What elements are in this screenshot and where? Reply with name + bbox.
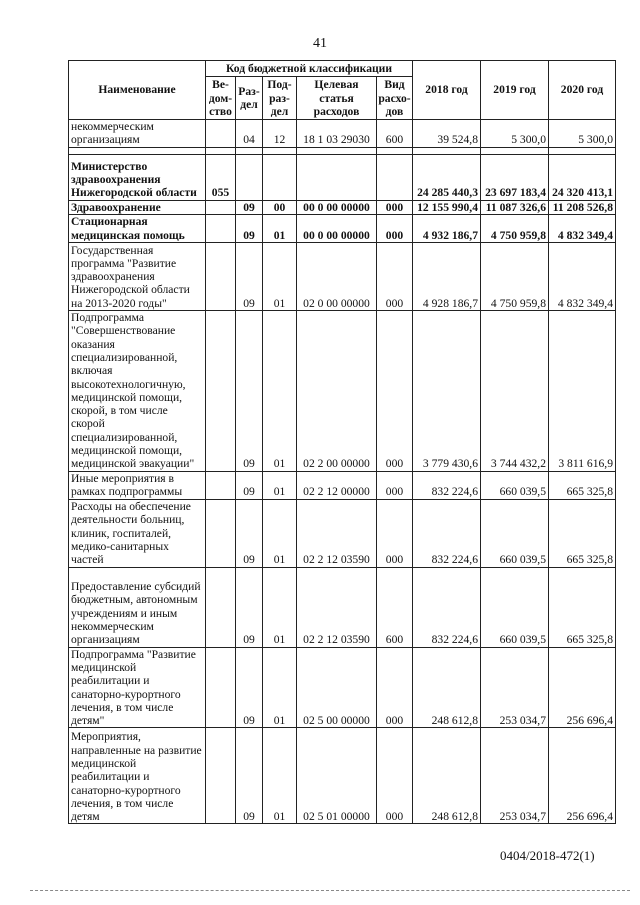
cell-podrazdel: 01 bbox=[263, 243, 297, 311]
cell-2019: 4 750 959,8 bbox=[481, 243, 549, 311]
spacer-cell bbox=[549, 147, 616, 154]
cell-expense-type: 000 bbox=[377, 728, 413, 824]
cell-podrazdel: 01 bbox=[263, 728, 297, 824]
budget-table bbox=[68, 60, 616, 824]
cell-razdel bbox=[236, 154, 263, 200]
cell-vedomstvo bbox=[206, 728, 236, 824]
cell-2020: 4 832 349,4 bbox=[549, 215, 616, 243]
header-row-top bbox=[69, 61, 616, 77]
table-row bbox=[69, 647, 616, 728]
cell-2018: 39 524,8 bbox=[413, 120, 481, 148]
cell-expense-type: 600 bbox=[377, 120, 413, 148]
cell-razdel: 09 bbox=[236, 215, 263, 243]
header-budget-classification: Код бюджетной классификации bbox=[206, 61, 413, 77]
cell-expense-type: 000 bbox=[377, 471, 413, 499]
spacer-cell bbox=[263, 147, 297, 154]
table-row bbox=[69, 120, 616, 148]
cell-podrazdel: 01 bbox=[263, 311, 297, 472]
cell-target-article: 02 2 12 03590 bbox=[297, 499, 377, 567]
header-2019: 2019 год bbox=[481, 61, 549, 120]
cell-razdel: 09 bbox=[236, 311, 263, 472]
cell-target-article: 02 2 12 00000 bbox=[297, 471, 377, 499]
table-row bbox=[69, 200, 616, 214]
cell-razdel: 09 bbox=[236, 728, 263, 824]
cell-podrazdel bbox=[263, 154, 297, 200]
cell-vedomstvo bbox=[206, 215, 236, 243]
cell-name: Иные мероприятия в рамках подпрограммы bbox=[69, 471, 206, 499]
cell-name: Расходы на обеспечение деятельности больниц, клиник, госпиталей, медико-санитарных частей bbox=[69, 499, 206, 567]
cell-2018: 3 779 430,6 bbox=[413, 311, 481, 472]
cell-name: Мероприятия, направленные на развитие медицинской реабилитации и санаторно-курортного лечения, в том числе детям bbox=[69, 728, 206, 824]
cell-expense-type: 000 bbox=[377, 200, 413, 214]
cell-target-article: 02 0 00 00000 bbox=[297, 243, 377, 311]
spacer-row bbox=[69, 147, 616, 154]
cell-2018: 248 612,8 bbox=[413, 647, 481, 728]
cell-razdel: 09 bbox=[236, 647, 263, 728]
header-2018: 2018 год bbox=[413, 61, 481, 120]
cell-target-article: 00 0 00 00000 bbox=[297, 215, 377, 243]
cell-name: Подпрограмма "Совершенствование оказания специализированной, включая высокотехнологичную, медицинской помощи, скорой, в том числе скорой специализированной, медицинской помощи, медицинской эвакуации" bbox=[69, 311, 206, 472]
cell-2018: 4 928 186,7 bbox=[413, 243, 481, 311]
spacer-cell bbox=[481, 147, 549, 154]
cell-expense-type: 000 bbox=[377, 215, 413, 243]
cell-2018: 832 224,6 bbox=[413, 471, 481, 499]
cell-2020: 665 325,8 bbox=[549, 567, 616, 647]
cell-vedomstvo bbox=[206, 311, 236, 472]
cell-razdel: 09 bbox=[236, 567, 263, 647]
cell-2018: 24 285 440,3 bbox=[413, 154, 481, 200]
table-row bbox=[69, 243, 616, 311]
cell-expense-type: 000 bbox=[377, 243, 413, 311]
table-row bbox=[69, 728, 616, 824]
cell-target-article: 02 5 01 00000 bbox=[297, 728, 377, 824]
table-row bbox=[69, 154, 616, 200]
cell-expense-type bbox=[377, 154, 413, 200]
header-target-article: Целевая статья расходов bbox=[297, 77, 377, 120]
cell-2019: 11 087 326,6 bbox=[481, 200, 549, 214]
spacer-cell bbox=[413, 147, 481, 154]
cell-2018: 12 155 990,4 bbox=[413, 200, 481, 214]
cell-expense-type: 000 bbox=[377, 311, 413, 472]
cell-podrazdel: 01 bbox=[263, 471, 297, 499]
cell-target-article: 02 2 12 03590 bbox=[297, 567, 377, 647]
cell-2019: 253 034,7 bbox=[481, 647, 549, 728]
cell-podrazdel: 12 bbox=[263, 120, 297, 148]
cell-name: Стационарная медицинская помощь bbox=[69, 215, 206, 243]
bottom-divider bbox=[30, 890, 630, 891]
cell-name: некоммерческим организациям bbox=[69, 120, 206, 148]
table-row bbox=[69, 215, 616, 243]
spacer-cell bbox=[297, 147, 377, 154]
cell-target-article bbox=[297, 154, 377, 200]
cell-podrazdel: 01 bbox=[263, 215, 297, 243]
cell-vedomstvo: 055 bbox=[206, 154, 236, 200]
cell-2019: 23 697 183,4 bbox=[481, 154, 549, 200]
header-expense-type: Вид расхо-дов bbox=[378, 78, 411, 118]
cell-2020: 3 811 616,9 bbox=[549, 311, 616, 472]
cell-target-article: 00 0 00 00000 bbox=[297, 200, 377, 214]
cell-expense-type: 000 bbox=[377, 647, 413, 728]
spacer-cell bbox=[206, 147, 236, 154]
table-row bbox=[69, 471, 616, 499]
cell-vedomstvo bbox=[206, 471, 236, 499]
cell-2019: 3 744 432,2 bbox=[481, 311, 549, 472]
cell-name: Государственная программа "Развитие здравоохранения Нижегородской области на 2013-2020 годы" bbox=[69, 243, 206, 311]
cell-2019: 660 039,5 bbox=[481, 471, 549, 499]
cell-name: Здравоохранение bbox=[69, 200, 206, 214]
header-podrazdel: Под-раз-дел bbox=[263, 77, 297, 120]
cell-2018: 248 612,8 bbox=[413, 728, 481, 824]
cell-vedomstvo bbox=[206, 499, 236, 567]
cell-razdel: 09 bbox=[236, 471, 263, 499]
cell-expense-type: 600 bbox=[377, 567, 413, 647]
cell-podrazdel: 00 bbox=[263, 200, 297, 214]
header-razdel: Раз-дел bbox=[236, 77, 263, 120]
cell-vedomstvo bbox=[206, 120, 236, 148]
cell-2019: 5 300,0 bbox=[481, 120, 549, 148]
cell-2020: 24 320 413,1 bbox=[549, 154, 616, 200]
spacer-cell bbox=[377, 147, 413, 154]
cell-2019: 253 034,7 bbox=[481, 728, 549, 824]
cell-2020: 256 696,4 bbox=[549, 728, 616, 824]
cell-name: Подпрограмма "Развитие медицинской реабилитации и санаторно-курортного лечения, в том числе детям" bbox=[69, 647, 206, 728]
cell-razdel: 09 bbox=[236, 243, 263, 311]
cell-2020: 11 208 526,8 bbox=[549, 200, 616, 214]
header-name: Наименование bbox=[69, 61, 206, 120]
cell-2020: 4 832 349,4 bbox=[549, 243, 616, 311]
cell-2020: 5 300,0 bbox=[549, 120, 616, 148]
document-code: 0404/2018-472(1) bbox=[500, 848, 595, 863]
cell-2018: 832 224,6 bbox=[413, 567, 481, 647]
header-2020: 2020 год bbox=[549, 61, 616, 120]
cell-podrazdel: 01 bbox=[263, 499, 297, 567]
table-row bbox=[69, 499, 616, 567]
cell-name: Предоставление субсидий бюджетным, автономным учреждениям и иным некоммерческим организациям bbox=[69, 567, 206, 647]
cell-razdel: 09 bbox=[236, 200, 263, 214]
cell-target-article: 02 5 00 00000 bbox=[297, 647, 377, 728]
cell-vedomstvo bbox=[206, 647, 236, 728]
cell-2019: 660 039,5 bbox=[481, 499, 549, 567]
cell-2019: 4 750 959,8 bbox=[481, 215, 549, 243]
cell-target-article: 02 2 00 00000 bbox=[297, 311, 377, 472]
table-row bbox=[69, 311, 616, 472]
cell-2018: 832 224,6 bbox=[413, 499, 481, 567]
page-number: 41 bbox=[313, 36, 327, 51]
cell-vedomstvo bbox=[206, 243, 236, 311]
cell-target-article: 18 1 03 29030 bbox=[297, 120, 377, 148]
cell-podrazdel: 01 bbox=[263, 647, 297, 728]
cell-razdel: 04 bbox=[236, 120, 263, 148]
cell-razdel: 09 bbox=[236, 499, 263, 567]
spacer-cell bbox=[69, 147, 206, 154]
cell-2019: 660 039,5 bbox=[481, 567, 549, 647]
cell-vedomstvo bbox=[206, 567, 236, 647]
table-row bbox=[69, 567, 616, 647]
cell-2020: 256 696,4 bbox=[549, 647, 616, 728]
cell-podrazdel: 01 bbox=[263, 567, 297, 647]
cell-2020: 665 325,8 bbox=[549, 471, 616, 499]
cell-2018: 4 932 186,7 bbox=[413, 215, 481, 243]
cell-2020: 665 325,8 bbox=[549, 499, 616, 567]
cell-expense-type: 000 bbox=[377, 499, 413, 567]
header-vedomstvo: Ве-дом-ство bbox=[206, 77, 236, 120]
cell-name: Министерство здравоохранения Нижегородской области bbox=[69, 154, 206, 200]
spacer-cell bbox=[236, 147, 263, 154]
cell-vedomstvo bbox=[206, 200, 236, 214]
